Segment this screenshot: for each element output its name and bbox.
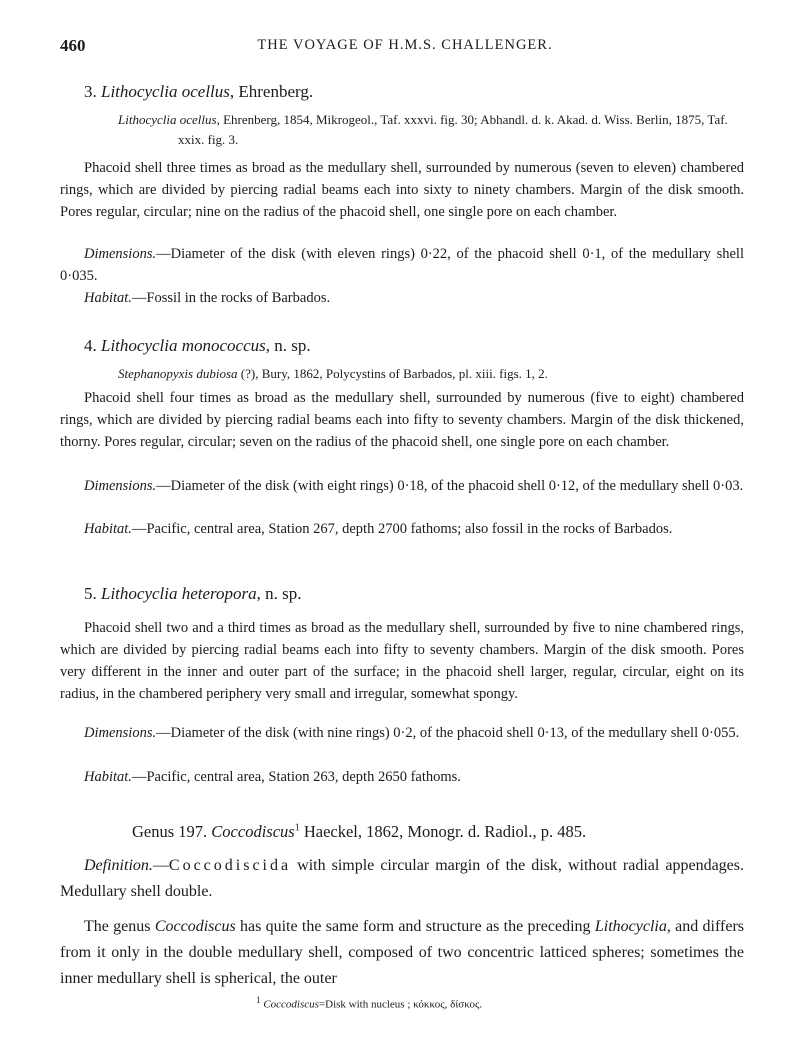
page-number: 460 <box>60 36 86 55</box>
species-name: Lithocyclia ocellus <box>101 82 230 101</box>
genus-description: The genus Coccodiscus has quite the same form and structure as the preceding Lithocyclia, and differs from it only in the double medullary shell, composed of two concentric latticed spheres; sometimes the inner medullary shell is spherical, the outer <box>60 918 745 987</box>
species-heading: 5. Lithocyclia heteropora, n. sp. <box>84 584 302 603</box>
species-description: Phacoid shell four times as broad as the medullary shell, surrounded by numerous (five to eight) chambered rings, which are divided by piercing radial beams each into fifty to seventy chambers. Margin of the disk thickened, thorny. Pores regular, circular; seven on the radius of the phacoid shell, one single pore on each chamber. <box>60 390 744 450</box>
footnote-reference: 1 <box>294 822 300 834</box>
dimensions-paragraph: Dimensions.—Diameter of the disk (with nine rings) 0·2, of the phacoid shell 0·13, of the medullary shell 0·055. <box>84 725 740 741</box>
species-heading: 3. Lithocyclia ocellus, Ehrenberg. <box>84 82 314 101</box>
species-description: Phacoid shell three times as broad as the medullary shell, surrounded by numerous (seven to eleven) chambered rings, which are divided by piercing radial beams each into sixty to ninety chambers. Margin of the disk smooth. Pores regular, circular; nine on the radius of the phacoid shell, one single pore on each chamber. <box>60 160 744 220</box>
species-heading: 4. Lithocyclia monococcus, n. sp. <box>84 336 311 355</box>
footnote: $^1$ Coccodiscus=Disk with nucleus ; κόκκος, δίσκος. <box>256 995 483 1011</box>
synonymy-citation: Lithocyclia ocellus, Ehrenberg, 1854, Mikrogeol., Taf. xxxvi. fig. 30; Abhandl. d. k. Akad. d. Wiss. Berlin, 1875, Taf. xxix. fig. 3. <box>118 112 728 147</box>
dimensions-paragraph: Dimensions.—Diameter of the disk (with eight rings) 0·18, of the phacoid shell 0·12, of the medullary shell 0·03. <box>84 478 744 494</box>
genus-heading: Genus 197. Coccodiscus$^1$ Haeckel, 1862, Monogr. d. Radiol., p. 485. <box>132 822 587 841</box>
species-description: Phacoid shell two and a third times as broad as the medullary shell, surrounded by five to nine chambered rings, which are divided by piercing radial beams each into fifty to seventy chambers. Margin of the disk smooth. Pores very different in the inner and outer part of the surface; in the phacoid shell larger, regular, circular, eight on its radius, in the chambered periphery very small and irregular, somewhat spongy. <box>60 620 744 702</box>
habitat-paragraph: Habitat.—Pacific, central area, Station 263, depth 2650 fathoms. <box>84 769 461 785</box>
habitat-paragraph: Habitat.—Pacific, central area, Station 267, depth 2700 fathoms; also fossil in the rocks of Barbados. <box>84 521 673 537</box>
species-name: Lithocyclia monococcus <box>101 336 266 355</box>
synonymy-citation: Stephanopyxis dubiosa (?), Bury, 1862, Polycystins of Barbados, pl. xiii. figs. 1, 2. <box>118 366 548 381</box>
genus-name: Coccodiscus <box>211 822 295 841</box>
running-title: THE VOYAGE OF H.M.S. CHALLENGER. <box>257 37 553 53</box>
habitat-paragraph: Habitat.—Fossil in the rocks of Barbados. <box>84 290 331 306</box>
dimensions-paragraph: Dimensions.—Diameter of the disk (with eleven rings) 0·22, of the phacoid shell 0·1, of the medullary shell 0·035. <box>60 246 744 284</box>
page-header <box>60 36 750 60</box>
species-name: Lithocyclia heteropora <box>101 584 257 603</box>
genus-definition: Definition.—Coccodiscida with simple circular margin of the disk, without radial appendages. Medullary shell double. <box>60 857 744 900</box>
